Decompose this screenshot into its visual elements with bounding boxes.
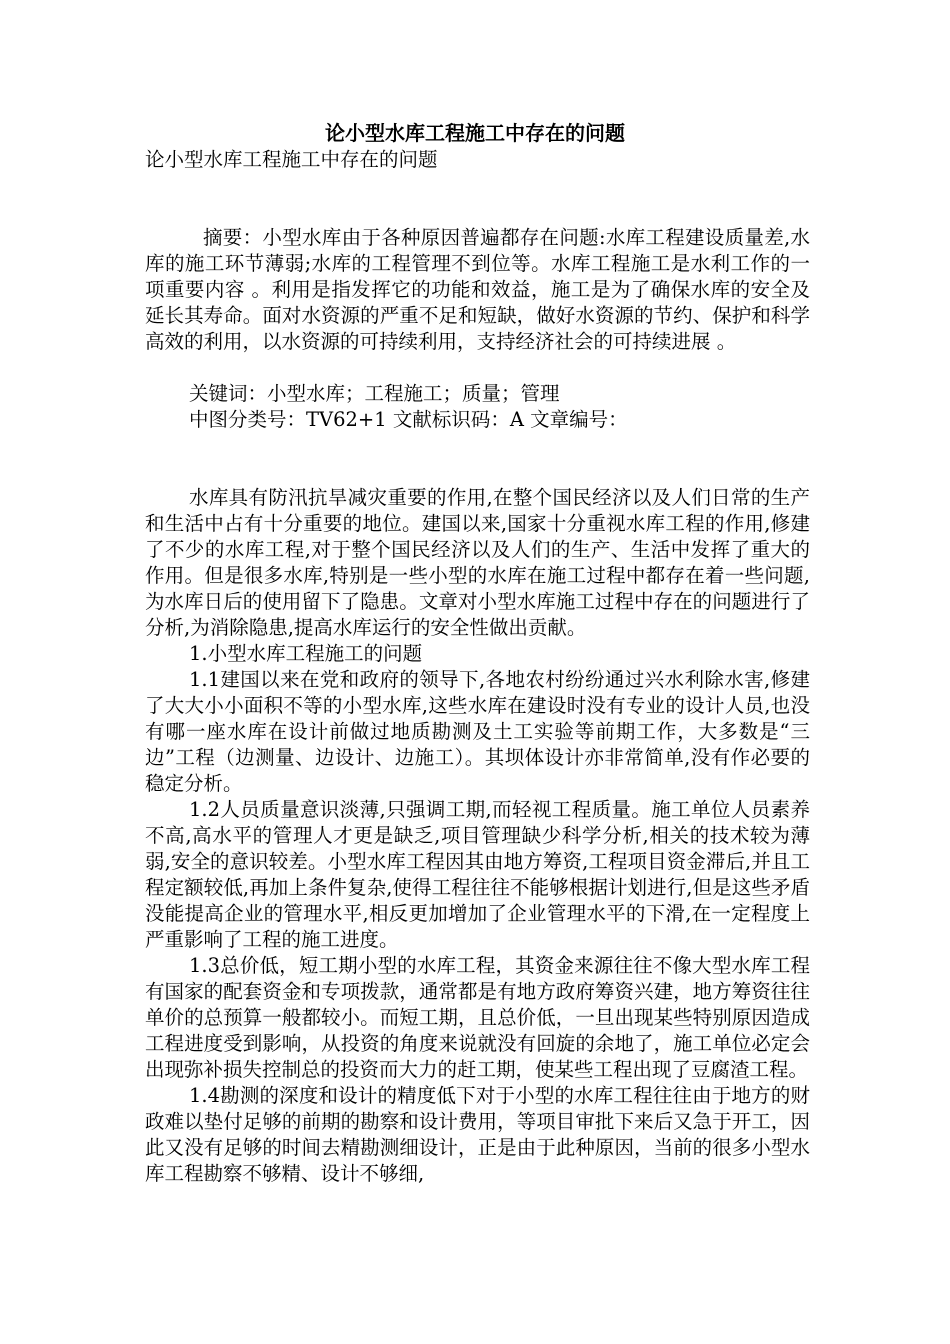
spacer [145,433,810,485]
body-paragraph-intro: 水库具有防汛抗旱减灾重要的作用,在整个国民经济以及人们日常的生产和生活中占有十分重要的地位。建国以来,国家十分重视水库工程的作用,修建了不少的水库工程,对于整个国民经济以及人们的生产、生活中发挥了重大的作用。但是很多水库,特别是一些小型的水库在施工过程中都存在着一些问题,为水库日后的使用留下了隐患。文章对小型水库施工过程中存在的问题进行了分析,为消除隐患,提高水库运行的安全性做出贡献。 [145,486,810,639]
document-body [145,147,810,1187]
section-heading: 1.小型水库工程施工的问题 [189,642,423,665]
body-paragraph-1-3: 1.3总价低，短工期小型的水库工程，其资金来源往往不像大型水库工程有国家的配套资金和专项拨款，通常都是有地方政府筹资兴建，地方筹资往往单价的总预算一般都较小。而短工期，且总价低，一旦出现某些特别原因造成工程进度受到影响，从投资的角度来说就没有回旋的余地了，施工单位必定会出现弥补损失控制总的投资而大力的赶工期，使某些工程出现了豆腐渣工程。 [145,954,810,1081]
spacer [145,355,810,381]
keywords-line: 关键词：小型水库；工程施工；质量；管理 [189,382,560,405]
body-paragraph-1-4: 1.4勘测的深度和设计的精度低下对于小型的水库工程往往由于地方的财政难以垫付足够的前期的勘察和设计费用，等项目审批下来后又急于开工，因此又没有足够的时间去精勘测细设计，正是由于此种原因，当前的很多小型水库工程勘察不够精、设计不够细, [145,1084,810,1185]
body-paragraph-1-1: 1.1建国以来在党和政府的领导下,各地农村纷纷通过兴水利除水害,修建了大大小小面积不等的小型水库,这些水库在建设时没有专业的设计人员,也没有哪一座水库在设计前做过地质勘测及土工实验等前期工作，大多数是“三边”工程（边测量、边设计、边施工）。其坝体设计亦非常简单,没有作必要的稳定分析。 [145,668,810,795]
body-paragraph-1-2: 1.2人员质量意识淡薄,只强调工期,而轻视工程质量。施工单位人员素养不高,高水平的管理人才更是缺乏,项目管理缺少科学分析,相关的技术较为薄弱,安全的意识较差。小型水库工程因其由地方筹资,工程项目资金滞后,并且工程定额较低,再加上条件复杂,使得工程往往不能够根据计划进行,但是这些矛盾没能提高企业的管理水平,相反更加增加了企业管理水平的下滑,在一定程度上严重影响了工程的施工进度。 [145,798,810,951]
abstract-paragraph: 摘要：小型水库由于各种原因普遍都存在问题:水库工程建设质量差,水库的施工环节薄弱;水库的工程管理不到位等。水库工程施工是水利工作的一项重要内容 。利用是指发挥它的功能和效益，施工是为了确保水库的安全及延长其寿命。面对水资源的严重不足和短缺，做好水资源的节约、保护和科学高效的利用，以水资源的可持续利用，支持经济社会的可持续进展 。 [145,226,810,353]
spacer [145,173,810,225]
classification-line: 中图分类号：TV62+1 文献标识码：A 文章编号： [189,408,628,431]
document-subtitle: 论小型水库工程施工中存在的问题 [145,148,438,171]
document-title: 论小型水库工程施工中存在的问题 [325,121,625,145]
